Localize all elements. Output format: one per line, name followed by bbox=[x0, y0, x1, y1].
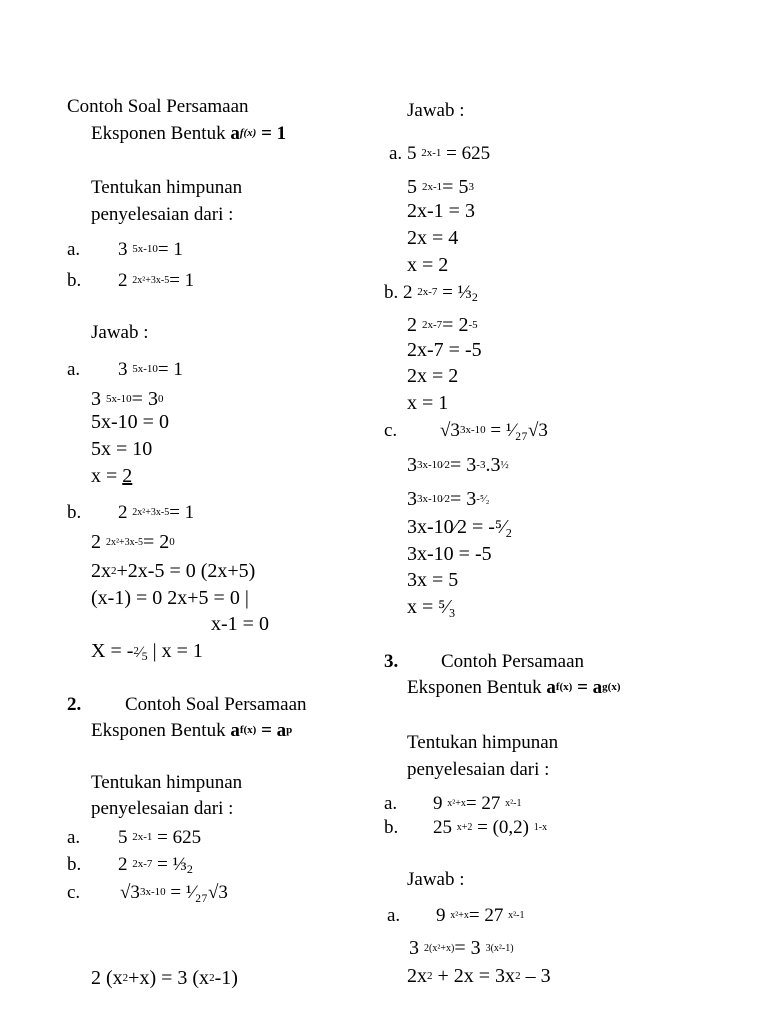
sec1-b-step5 bbox=[91, 640, 203, 664]
sec1-prompt1: Tentukan himpunan bbox=[91, 177, 243, 198]
question-label: a. bbox=[384, 793, 398, 814]
expr-exp: 2x-1 bbox=[132, 831, 153, 843]
expr-rhs: = 625 bbox=[441, 143, 491, 164]
sec2-title-line2 bbox=[91, 720, 292, 742]
step-sup: 2 bbox=[111, 565, 117, 577]
expr-exp: 5x-10 bbox=[106, 393, 132, 405]
expr-base: 2 bbox=[118, 854, 133, 875]
sec3-title-eq: = a bbox=[572, 677, 603, 698]
expr-exp: 2x²+3x-5 bbox=[132, 507, 170, 518]
right-c-step4 bbox=[407, 543, 492, 565]
sec3-answer-a-expr bbox=[436, 905, 524, 927]
sec1-b-step4 bbox=[211, 613, 269, 635]
expr-base: √3 bbox=[440, 420, 460, 441]
sec2-prompt-line1 bbox=[91, 772, 242, 794]
section-number: 2. bbox=[67, 694, 82, 715]
right-jawab bbox=[407, 100, 465, 122]
sec1-a-step4 bbox=[91, 465, 132, 487]
expr-rexp: 3 bbox=[468, 181, 474, 193]
sec2-question-b-label bbox=[67, 854, 81, 876]
sec2-question-b-expr bbox=[118, 854, 193, 876]
expr-rhs: = 625 bbox=[152, 827, 202, 848]
expr-exp: 5x-10 bbox=[132, 243, 158, 255]
expr-rhs: = 27 bbox=[465, 793, 506, 814]
expr-exp: 3x-10⁄2 bbox=[417, 493, 450, 505]
expr-base: 3 bbox=[409, 937, 424, 959]
right-b-step3 bbox=[407, 365, 458, 387]
expr-rexp: 1-x bbox=[533, 822, 548, 833]
right-c-label bbox=[384, 420, 397, 442]
expr-base: 2 bbox=[91, 531, 106, 553]
expr-rexp: 0 bbox=[157, 393, 164, 405]
sec1-answer-b-expr bbox=[118, 502, 194, 524]
expr-base: 5 bbox=[118, 827, 133, 848]
sec1-prompt-line1 bbox=[91, 177, 242, 199]
sec3-number bbox=[384, 651, 398, 673]
expr-rhs: .3 bbox=[485, 454, 501, 476]
sec2-title-eq: = a bbox=[256, 720, 287, 741]
expr-exp: 2x-1 bbox=[421, 147, 442, 159]
right-c-step3 bbox=[407, 516, 512, 538]
sec1-title-text: Contoh Soal Persamaan bbox=[67, 96, 249, 117]
step-sup: 2 bbox=[122, 972, 129, 984]
step-sup: 2 bbox=[427, 970, 433, 982]
right-c-question bbox=[440, 420, 548, 442]
expr-rhs: = ⅓ bbox=[152, 854, 187, 875]
sec2-prompt1: Tentukan himpunan bbox=[91, 772, 243, 793]
expr-exp: 3x-10⁄2 bbox=[417, 459, 450, 471]
question-label: b. bbox=[67, 270, 82, 291]
expr-rhs: = ¹⁄₂₇√3 bbox=[485, 420, 548, 441]
expr-sub: 2 bbox=[471, 290, 478, 304]
sec2-title-text: Contoh Soal Persamaan bbox=[125, 694, 307, 715]
expr-rexp: x²-1 bbox=[505, 798, 522, 809]
sec1-a-step2 bbox=[91, 411, 169, 433]
right-b-step2 bbox=[407, 339, 482, 361]
step-text: +x) = 3 (x bbox=[128, 967, 210, 989]
sec1-title-rhs: = 1 bbox=[256, 123, 287, 144]
sec3-jawab bbox=[407, 869, 465, 891]
step-text: 2x = 4 bbox=[407, 227, 459, 249]
sec1-question-b bbox=[67, 270, 81, 292]
step-text: X = - bbox=[91, 640, 134, 662]
step-text: 2x bbox=[407, 965, 427, 987]
right-a-step3 bbox=[407, 227, 458, 249]
frac-den: 5 bbox=[141, 649, 148, 663]
expr-rhs: = 3 bbox=[131, 388, 158, 410]
answer-label: a. bbox=[389, 143, 403, 164]
expr-base: 2 bbox=[118, 270, 133, 291]
sec1-title-prefix: Eksponen Bentuk bbox=[91, 123, 231, 144]
sec2-question-c-label bbox=[67, 882, 80, 904]
step-sup: 2 bbox=[209, 972, 215, 984]
sec3-prompt-line1 bbox=[407, 732, 558, 754]
expr-rhs: = 5 bbox=[442, 176, 469, 198]
step-text: 2 (x bbox=[91, 967, 123, 989]
right-b-step1 bbox=[407, 314, 478, 336]
step-text: 5x-10 = 0 bbox=[91, 411, 169, 433]
step-text: 2x-1 = 3 bbox=[407, 200, 475, 222]
question-label: b. bbox=[67, 854, 82, 875]
step-text: -1) bbox=[214, 967, 238, 989]
jawab-label: Jawab : bbox=[407, 100, 465, 121]
right-c-step1 bbox=[407, 454, 509, 476]
answer-label: a. bbox=[387, 905, 401, 926]
sec3-question-a-label bbox=[384, 793, 397, 815]
sec3-title-rexp: g(x) bbox=[602, 681, 621, 693]
question-label: b. bbox=[384, 817, 399, 838]
expr-rexp: -5 bbox=[468, 319, 478, 331]
expr-rhs: = 2 bbox=[142, 531, 170, 553]
jawab-label: Jawab : bbox=[91, 322, 149, 343]
expr-base: 3 bbox=[91, 388, 106, 410]
step-text: x = 1 bbox=[407, 392, 449, 414]
step-text: x = bbox=[91, 465, 123, 487]
expr-rhs: = 1 bbox=[169, 270, 195, 291]
expr-exp: 3x-10 bbox=[459, 424, 486, 436]
expr-exp: x²+x bbox=[450, 910, 469, 921]
expr-base: √3 bbox=[120, 882, 140, 903]
step-text: 2x bbox=[91, 560, 111, 582]
sec2-question-c-expr bbox=[120, 882, 228, 904]
expr-exp: x²+x bbox=[447, 798, 466, 809]
sec2-title-prefix: Eksponen Bentuk bbox=[91, 720, 231, 741]
expr-base: 2 bbox=[407, 314, 422, 336]
question-label: c. bbox=[67, 882, 81, 903]
expr-rhs: = 27 bbox=[468, 905, 509, 926]
right-a-step4 bbox=[407, 254, 448, 276]
sec2-title-line1 bbox=[125, 694, 307, 716]
step-text: x = ⁵⁄₃ bbox=[407, 596, 456, 618]
expr-rexp: 0 bbox=[169, 536, 175, 548]
expr-base: 9 bbox=[433, 793, 448, 814]
expr-rhs: = 3 bbox=[450, 488, 477, 510]
expr-rhs: = 1 bbox=[169, 502, 195, 523]
expr-rexp: x²-1 bbox=[508, 910, 525, 921]
question-label: a. bbox=[67, 827, 81, 848]
jawab-label: Jawab : bbox=[407, 869, 465, 890]
expr-rexp: -⁵⁄₂ bbox=[476, 493, 490, 505]
expr-exp: 3x-10 bbox=[139, 886, 166, 898]
step-text: + 2x = 3x bbox=[432, 965, 516, 987]
expr-base: 5 bbox=[407, 176, 422, 198]
sec1-title-exp: f(x) bbox=[239, 127, 257, 139]
expr-sub: 2 bbox=[186, 862, 193, 876]
expr-base: 3 bbox=[407, 488, 417, 510]
step-text: 3x = 5 bbox=[407, 569, 459, 591]
sec2-number bbox=[67, 694, 81, 716]
sec2-title-exp: f(x) bbox=[239, 724, 257, 736]
sec1-question-a bbox=[67, 239, 80, 261]
expr-rexp: 3(x²-1) bbox=[485, 943, 514, 954]
step-text: +2x-5 = 0 (2x+5) bbox=[116, 560, 256, 582]
expr-base: 2 bbox=[118, 502, 133, 523]
sec2-question-a-expr bbox=[118, 827, 201, 849]
right-c-step5 bbox=[407, 569, 458, 591]
step-text: (x-1) = 0 2x+5 = 0 | bbox=[91, 587, 249, 609]
step-text: 5x = 10 bbox=[91, 438, 153, 460]
sec1-b-step2 bbox=[91, 560, 255, 582]
expr-exp: 5x-10 bbox=[132, 363, 158, 375]
sec3-title-line1 bbox=[441, 651, 584, 673]
expr-base: 2 bbox=[403, 282, 418, 303]
sec1-answer-a-label bbox=[67, 359, 80, 381]
step-text: 3x-10⁄2 = -⁵⁄₂ bbox=[407, 516, 513, 538]
expr-rexp: ½ bbox=[500, 459, 509, 471]
expr-base: 3 bbox=[118, 239, 133, 260]
expr-base: 3 bbox=[407, 454, 417, 476]
answer-label: b. bbox=[384, 282, 399, 303]
sec1-title-line1 bbox=[67, 96, 249, 118]
sec3-title-exp: f(x) bbox=[555, 681, 573, 693]
step-text: – 3 bbox=[520, 965, 551, 987]
right-b-question bbox=[384, 282, 478, 304]
sec3-step1 bbox=[409, 937, 514, 959]
step-text: x = 2 bbox=[407, 254, 449, 276]
expr-rhs: = 1 bbox=[157, 239, 183, 260]
answer-label: b. bbox=[67, 502, 82, 523]
sec1-b-step1 bbox=[91, 531, 175, 553]
step-text: 3x-10 = -5 bbox=[407, 543, 492, 565]
expr-exp: 2x-7 bbox=[132, 858, 153, 870]
sec3-question-b-label bbox=[384, 817, 398, 839]
sec1-question-a-expr bbox=[118, 239, 183, 261]
sec3-question-b-expr bbox=[433, 817, 547, 839]
step-text: 2x-7 = -5 bbox=[407, 339, 482, 361]
step-text: x-1 = 0 bbox=[211, 613, 269, 635]
step-text: | x = 1 bbox=[147, 640, 203, 662]
sec3-title-base: a bbox=[546, 677, 556, 698]
sec3-answer-a-label bbox=[387, 905, 400, 927]
sec1-answer-b-label bbox=[67, 502, 81, 524]
expr-base: 25 bbox=[433, 817, 457, 838]
sec2-title-rexp: p bbox=[286, 724, 293, 736]
expr-rexp: -3 bbox=[476, 459, 486, 471]
right-a-step1 bbox=[407, 176, 474, 198]
right-b-step4 bbox=[407, 392, 448, 414]
frac-slash: ⁄ bbox=[138, 644, 142, 661]
expr-base: 9 bbox=[436, 905, 451, 926]
question-label: a. bbox=[67, 239, 81, 260]
step-sup: 2 bbox=[515, 970, 521, 982]
sec2-prompt2: penyelesaian dari : bbox=[91, 798, 234, 819]
sec3-prompt2: penyelesaian dari : bbox=[407, 759, 550, 780]
section-number: 3. bbox=[384, 651, 399, 672]
sec3-prompt-line2 bbox=[407, 759, 549, 781]
expr-base: 3 bbox=[118, 359, 133, 380]
expr-rhs: = 1 bbox=[157, 359, 183, 380]
sec1-a-step1 bbox=[91, 388, 163, 410]
right-a-question bbox=[389, 143, 490, 165]
sec2-bottom-equation bbox=[91, 967, 238, 989]
expr-exp: 2x-7 bbox=[422, 319, 443, 331]
sec1-title-base: a bbox=[230, 123, 240, 144]
sec1-a-step3 bbox=[91, 438, 152, 460]
expr-exp: 2x-7 bbox=[417, 286, 438, 298]
expr-exp: 2x²+3x-5 bbox=[132, 275, 170, 286]
sec1-prompt2: penyelesaian dari : bbox=[91, 204, 234, 225]
sec1-title-line2 bbox=[91, 123, 286, 145]
sec3-question-a-expr bbox=[433, 793, 521, 815]
step-result: 2 bbox=[122, 465, 133, 487]
expr-base: 5 bbox=[406, 143, 422, 164]
sec3-title-prefix: Eksponen Bentuk bbox=[407, 677, 547, 698]
expr-rhs: = 2 bbox=[442, 314, 469, 336]
right-c-step6 bbox=[407, 596, 456, 618]
sec1-prompt-line2 bbox=[91, 204, 233, 226]
answer-label: c. bbox=[384, 420, 398, 441]
sec3-title-line2 bbox=[407, 677, 620, 699]
sec1-jawab bbox=[91, 322, 149, 344]
expr-rhs: = ¹⁄₂₇√3 bbox=[165, 882, 228, 903]
expr-rhs: = (0,2) bbox=[472, 817, 534, 838]
sec3-prompt1: Tentukan himpunan bbox=[407, 732, 559, 753]
expr-exp: 2(x²+x) bbox=[424, 943, 455, 954]
sec2-title-base: a bbox=[230, 720, 240, 741]
sec2-question-a-label bbox=[67, 827, 80, 849]
expr-rhs: = 3 bbox=[450, 454, 477, 476]
expr-rhs: = ⅓ bbox=[437, 282, 472, 303]
expr-exp: x+2 bbox=[456, 822, 473, 833]
right-c-step2 bbox=[407, 488, 489, 510]
sec1-question-b-expr bbox=[118, 270, 194, 292]
expr-rhs: = 3 bbox=[454, 937, 486, 959]
sec3-title-text: Contoh Persamaan bbox=[441, 651, 585, 672]
sec1-b-step3 bbox=[91, 587, 249, 609]
frac-num: 2 bbox=[133, 645, 139, 657]
right-a-step2 bbox=[407, 200, 475, 222]
sec2-prompt-line2 bbox=[91, 798, 233, 820]
sec3-step2 bbox=[407, 965, 551, 987]
expr-exp: 2x²+3x-5 bbox=[106, 537, 143, 548]
step-text: 2x = 2 bbox=[407, 365, 459, 387]
answer-label: a. bbox=[67, 359, 81, 380]
expr-exp: 2x-1 bbox=[422, 181, 443, 193]
sec1-answer-a-expr bbox=[118, 359, 183, 381]
